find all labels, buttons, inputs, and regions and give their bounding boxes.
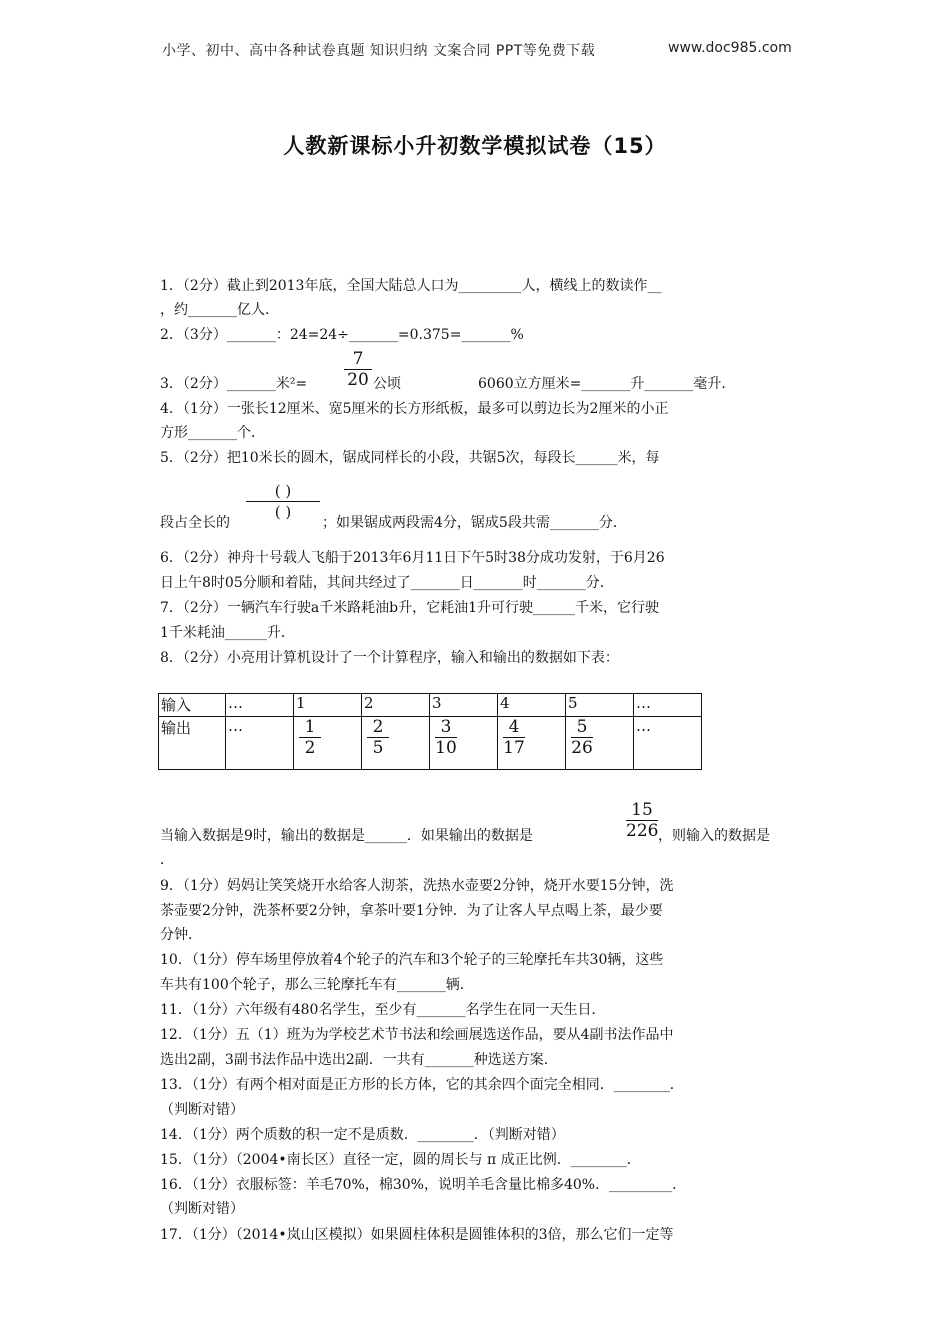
fraction-numerator: 3 bbox=[440, 717, 452, 737]
question-8: 8．（2分）小亮用计算机设计了一个计算程序，输入和输出的数据如下表： bbox=[160, 650, 619, 666]
table-cell: … bbox=[226, 717, 294, 770]
question-13-line-2: （判断对错） bbox=[160, 1102, 244, 1118]
fraction-denominator: 10 bbox=[435, 738, 457, 758]
table-fraction bbox=[435, 717, 457, 758]
question-8-line-3: ． bbox=[160, 852, 174, 868]
fraction-numerator: 15 bbox=[631, 800, 653, 820]
question-6-line-2: 日上午8时05分顺和着陆，其间共经过了_______日_______时_______分． bbox=[160, 575, 614, 591]
table-row-label: 输出 bbox=[159, 717, 226, 770]
question-7-line-2: 1千米耗油______升． bbox=[160, 625, 295, 641]
table-cell: 4 bbox=[498, 694, 566, 717]
table-cell bbox=[566, 717, 634, 770]
fraction-numerator: 4 bbox=[508, 717, 520, 737]
fraction-numerator: 1 bbox=[304, 717, 316, 737]
fraction-numerator: 7 bbox=[352, 349, 364, 369]
table-row bbox=[159, 694, 702, 717]
fraction-numerator: 5 bbox=[576, 717, 588, 737]
table-fraction bbox=[367, 717, 389, 758]
question-9-line-3: 分钟． bbox=[160, 927, 202, 943]
question-3-part-3: 6060立方厘米=_______升_______毫升． bbox=[478, 376, 736, 392]
header-url[interactable]: www.doc985.com bbox=[668, 40, 792, 56]
table-cell bbox=[430, 717, 498, 770]
table-cell bbox=[498, 717, 566, 770]
question-16-line-2: （判断对错） bbox=[160, 1201, 244, 1217]
table-cell: … bbox=[634, 717, 702, 770]
fraction-denominator: 20 bbox=[344, 369, 372, 390]
table-cell: 3 bbox=[430, 694, 498, 717]
table-cell bbox=[294, 717, 362, 770]
fraction-numerator: 2 bbox=[372, 717, 384, 737]
header-text: 小学、初中、高中各种试卷真题 知识归纳 文案合同 PPT等免费下载 bbox=[162, 43, 596, 59]
question-12-line-1: 12．（1分）五（1）班为为学校艺术节书法和绘画展选送作品，要从4副书法作品中 bbox=[160, 1027, 674, 1043]
fraction-q5 bbox=[246, 481, 320, 522]
question-5-line-2b: ；如果锯成两段需4分，锯成5段共需_______分． bbox=[322, 515, 627, 531]
question-3-part-1: 3．（2分）_______米²= bbox=[160, 376, 308, 392]
question-4-line-2: 方形_______个． bbox=[160, 425, 265, 441]
question-14: 14．（1分）两个质数的积一定不是质数．________．（判断对错） bbox=[160, 1127, 565, 1143]
question-16-line-1: 16．（1分）衣服标签：羊毛70%，棉30%，说明羊毛含量比棉多40%．_________． bbox=[160, 1177, 687, 1193]
question-5-line-1: 5．（2分）把10米长的圆木，锯成同样长的小段，共锯5次，每段长______米，每 bbox=[160, 450, 660, 466]
question-17: 17．（1分）（2014•岚山区模拟）如果圆柱体积是圆锥体积的3倍，那么它们一定等 bbox=[160, 1227, 674, 1243]
table-cell bbox=[362, 717, 430, 770]
question-10-line-1: 10．（1分）停车场里停放着4个轮子的汽车和3个轮子的三轮摩托车共30辆，这些 bbox=[160, 952, 664, 968]
table-fraction bbox=[571, 717, 593, 758]
question-1-line-1: 1．（2分）截止到2013年底，全国大陆总人口为_________人，横线上的数读作__ bbox=[160, 278, 662, 294]
fraction-denominator: 2 bbox=[299, 737, 321, 758]
fraction-denominator: 226 bbox=[626, 821, 659, 841]
table-fraction bbox=[503, 717, 525, 758]
fraction-numerator: ( ) bbox=[274, 482, 292, 500]
question-9-line-2: 茶壶要2分钟，洗茶杯要2分钟，拿茶叶要1分钟．为了让客人早点喝上茶，最少要 bbox=[160, 903, 663, 919]
question-2: 2．（3分）_______：24=24÷_______=0.375=_______% bbox=[160, 327, 524, 343]
table-row bbox=[159, 717, 702, 770]
table-cell: … bbox=[226, 694, 294, 717]
question-12-line-2: 选出2副，3副书法作品中选出2副．一共有_______种选送方案． bbox=[160, 1052, 558, 1068]
fraction-denominator: 5 bbox=[367, 737, 389, 758]
io-table bbox=[158, 693, 702, 770]
fraction-q3 bbox=[344, 349, 372, 390]
question-9-line-1: 9．（1分）妈妈让笑笑烧开水给客人沏茶，洗热水壶要2分钟，烧开水要15分钟，洗 bbox=[160, 878, 674, 894]
question-8-line-2: 当输入数据是9时，输出的数据是______．如果输出的数据是 bbox=[160, 828, 533, 844]
table-row-label: 输入 bbox=[159, 694, 226, 717]
table-cell: … bbox=[634, 694, 702, 717]
question-11: 11．（1分）六年级有480名学生，至少有_______名学生在同一天生日． bbox=[160, 1002, 606, 1018]
table-fraction bbox=[299, 717, 321, 758]
fraction-denominator: ( ) bbox=[246, 501, 320, 522]
question-6-line-1: 6．（2分）神舟十号载人飞船于2013年6月11日下午5时38分成功发射，于6月26 bbox=[160, 550, 665, 566]
question-3-part-2: 公顷 bbox=[373, 376, 401, 392]
question-1-line-2: ，约_______亿人． bbox=[160, 302, 279, 318]
fraction-q8 bbox=[626, 800, 658, 841]
table-cell: 5 bbox=[566, 694, 634, 717]
table-cell: 2 bbox=[362, 694, 430, 717]
question-13-line-1: 13．（1分）有两个相对面是正方形的长方体，它的其余四个面完全相同．________． bbox=[160, 1077, 684, 1093]
fraction-denominator: 17 bbox=[503, 738, 525, 758]
table-cell: 1 bbox=[294, 694, 362, 717]
question-7-line-1: 7．（2分）一辆汽车行驶a千米路耗油b升，它耗油1升可行驶______千米，它行驶 bbox=[160, 600, 660, 616]
question-5-line-2: 段占全长的 bbox=[160, 515, 230, 531]
page-title: 人教新课标小升初数学模拟试卷（15） bbox=[283, 134, 667, 158]
fraction-denominator: 26 bbox=[571, 738, 593, 758]
question-10-line-2: 车共有100个轮子，那么三轮摩托车有_______辆． bbox=[160, 977, 474, 993]
question-8-line-2b: ，则输入的数据是 bbox=[658, 828, 770, 844]
question-15: 15．（1分）（2004•南长区）直径一定，圆的周长与 π 成正比例．________． bbox=[160, 1152, 641, 1168]
question-4-line-1: 4．（1分）一张长12厘米、宽5厘米的长方形纸板，最多可以剪边长为2厘米的小正 bbox=[160, 401, 669, 417]
